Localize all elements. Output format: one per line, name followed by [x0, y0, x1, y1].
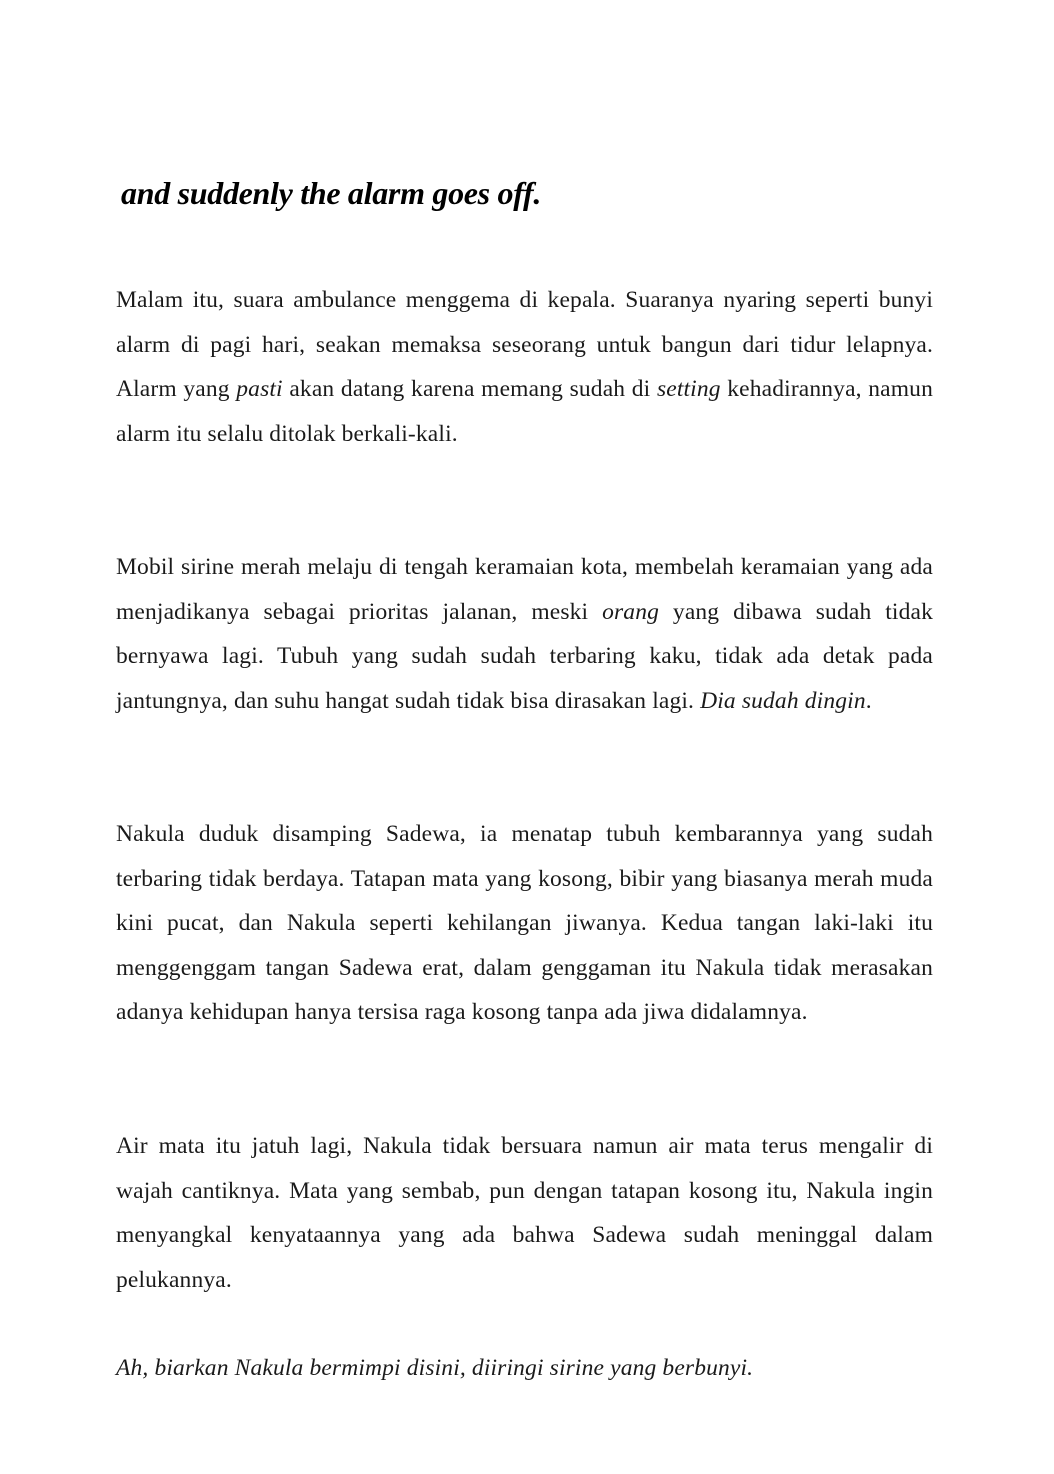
italic-text-segment: Ah, biarkan Nakula bermimpi disini, diiringi sirine yang berbunyi. — [116, 1355, 754, 1381]
italic-text-segment: orang — [602, 598, 660, 625]
paragraph — [116, 545, 933, 723]
text-segment: yang dibawa sudah tidak bernyawa lagi. Tubuh yang sudah sudah terbaring kaku, tidak ada detak pada jantungnya, dan suhu hangat sudah tidak bisa dirasakan lagi. — [116, 598, 933, 714]
text-segment: Air mata itu jatuh lagi, Nakula tidak bersuara namun air mata terus mengalir di wajah cantiknya. Mata yang sembab, pun dengan tatapan kosong itu, Nakula ingin menyangkal kenyataannya yang ada bahwa Sadewa sudah meninggal dalam pelukannya. — [116, 1133, 933, 1293]
paragraph — [116, 812, 933, 1035]
text-segment: Nakula duduk disamping Sadewa, ia menatap tubuh kembarannya yang sudah terbaring tidak berdaya. Tatapan mata yang kosong, bibir yang biasanya merah muda kini pucat, dan Nakula seperti kehilangan jiwanya. Kedua tangan laki-laki itu menggenggam tangan Sadewa erat, dalam genggaman itu Nakula tidak merasakan adanya kehidupan hanya tersisa raga kosong tanpa ada jiwa didalamnya. — [116, 821, 933, 1026]
text-segment: Mobil sirine merah melaju di tengah keramaian kota, membelah keramaian yang ada menjadikanya sebagai prioritas jalanan, meski — [116, 554, 933, 625]
text-segment: kehadirannya, namun alarm itu selalu ditolak berkali-kali. — [116, 376, 933, 447]
chapter-title: and suddenly the alarm goes off. — [121, 175, 542, 211]
paragraph — [116, 1124, 933, 1302]
paragraph — [116, 278, 933, 456]
text-segment: Malam itu, suara ambulance menggema di kepala. Suaranya nyaring seperti bunyi alarm di pagi hari, seakan memaksa seseorang untuk bangun dari tidur lelapnya. Alarm yang — [116, 287, 933, 403]
italic-text-segment: Dia sudah dingin — [700, 687, 866, 714]
text-segment: akan datang karena memang sudah di — [282, 376, 657, 403]
italic-text-segment: pasti — [236, 376, 283, 403]
text-segment: . — [865, 687, 872, 714]
italic-text-segment: setting — [656, 376, 721, 403]
closing-line — [116, 1346, 933, 1391]
